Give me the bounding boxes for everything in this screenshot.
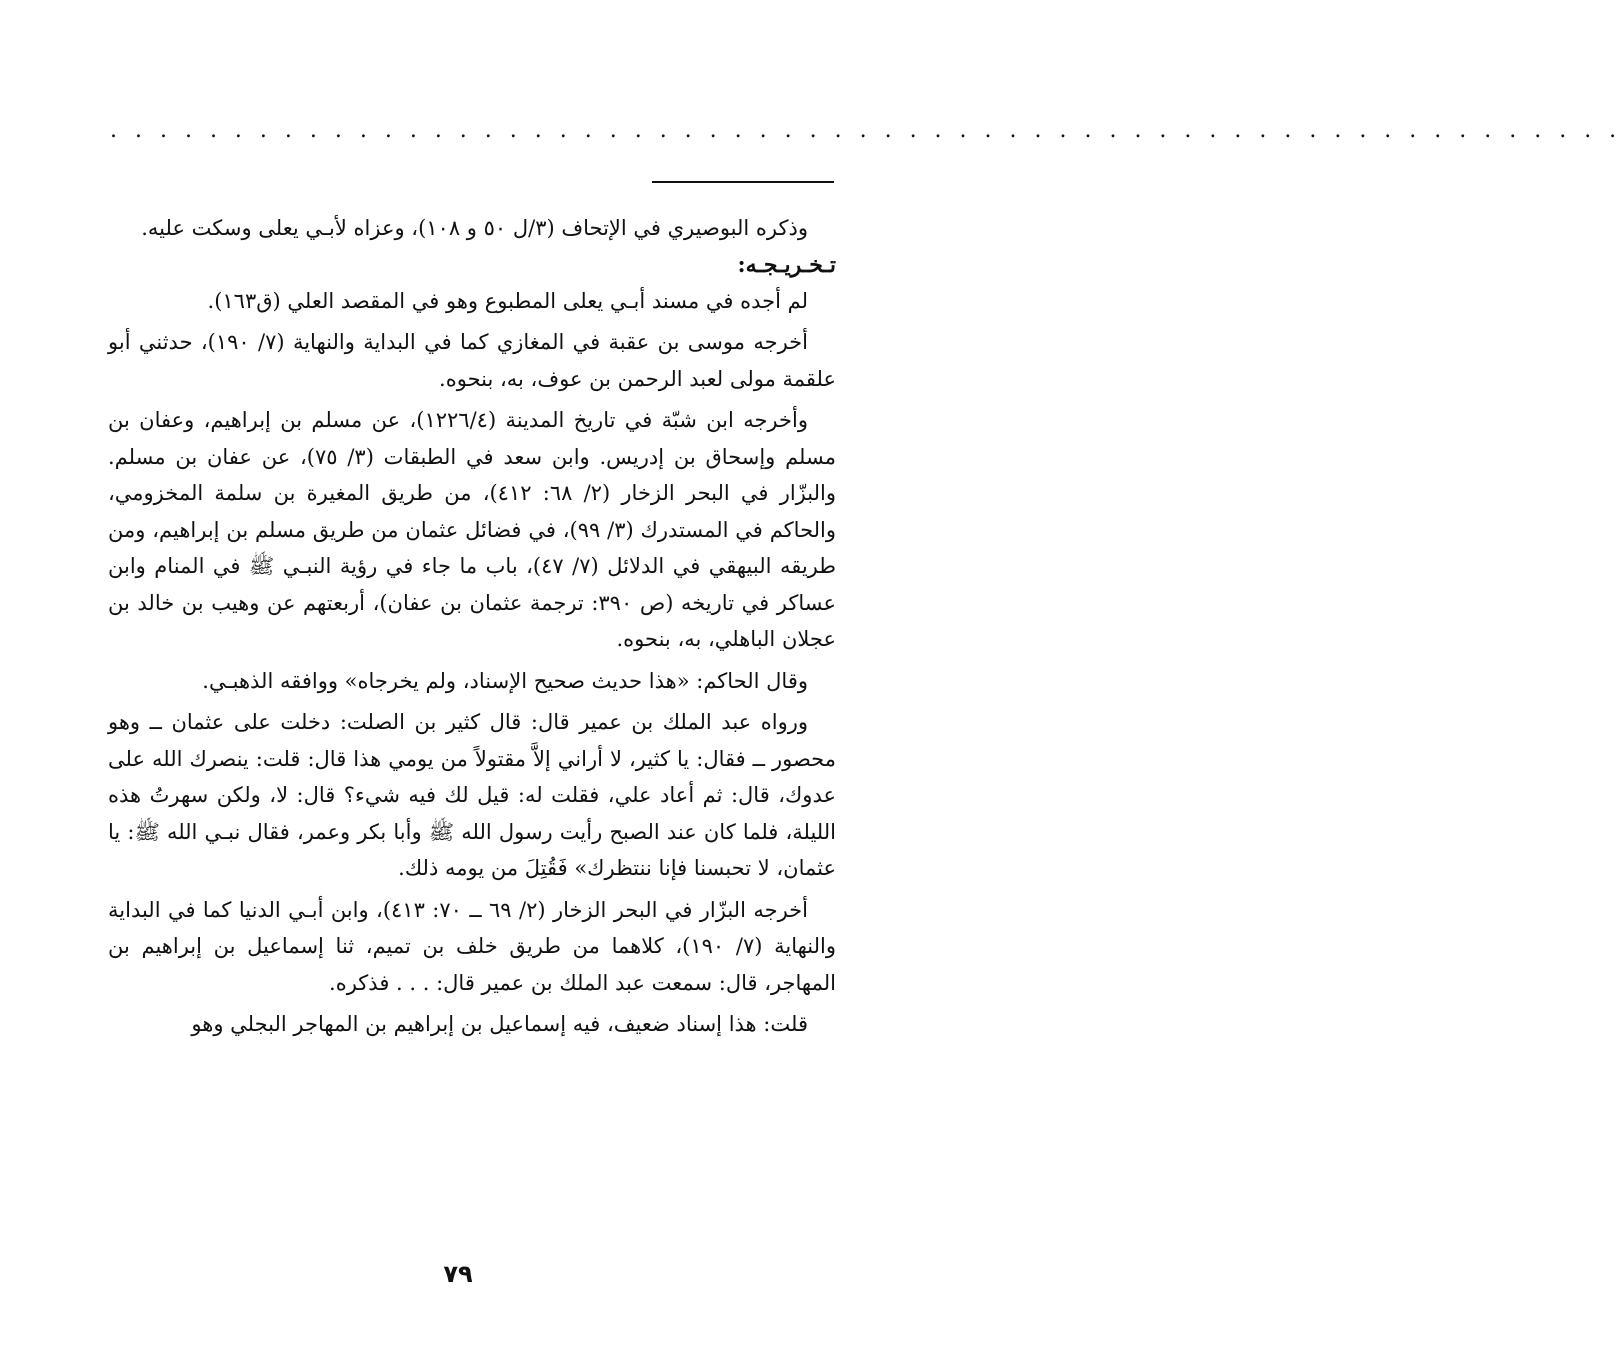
footnote-text: وذكره البوصيري في الإتحاف (٣/ل ٥٠ و ١٠٨)، وعزاه لأبـي يعلى وسكت عليه. [141, 216, 808, 240]
paragraph-4: وقال الحاكم: «هذا حديث صحيح الإسناد، ولم يخرجاه» ووافقه الذهبـي. [202, 668, 808, 693]
page-number: ٧٩ [443, 1260, 473, 1288]
paragraph-2: أخرجه موسى بن عقبة في المغازي كما في البداية والنهاية (٧/ ١٩٠)، حدثني أبو علقمة مولى لعبد الرحمن بن عوف، به، بنحوه. [108, 330, 836, 391]
page-body [108, 210, 836, 1043]
paragraph-7: قلت: هذا إسناد ضعيف، فيه إسماعيل بن إبراهيم بن المهاجر البجلي وهو [191, 1012, 808, 1036]
section-heading: تـخـريـجـه: [737, 251, 836, 278]
paragraph-3: وأخرجه ابن شبّة في تاريخ المدينة (١٢٢٦/٤)، عن مسلم بن إبراهيم، وعفان بن مسلم وإسحاق بن إدريس. وابن سعد في الطبقات (٣/ ٧٥)، عن عفان بن مسلم. والبزّار في البحر الزخار (٢/ ٦٨: ٤١٢)، من طريق المغيرة بن سلمة المخزومي، والحاكم في المستدرك (٣/ ٩٩)، في فضائل عثمان من طريق مسلم بن إبراهيم، ومن طريقه البيهقي في الدلائل (٧/ ٤٧)، باب ما جاء في رؤية النبـي ﷺ في المنام وابن عساكر في تاريخه (ص ٣٩٠: ترجمة عثمان بن عفان)، أربعتهم عن وهيب بن خالد بن عجلان الباهلي، به، بنحوه. [108, 408, 836, 651]
paragraph-6: أخرجه البزّار في البحر الزخار (٢/ ٦٩ ــ ٧٠: ٤١٣)، وابن أبـي الدنيا كما في البداية والنهاية (٧/ ١٩٠)، كلاهما من طريق خلف بن تميم، ثنا إسماعيل بن إبراهيم بن المهاجر، قال: سمعت عبد الملك بن عمير قال: . . . فذكره. [108, 897, 836, 995]
footnote-separator-dots: . . . . . . . . . . . . . . . . . . . . . . . . . . . . . . . . . . . . . . . . . . . . . . . . . . . . . . . . . . . . . [110, 118, 1622, 143]
paragraph-1: لم أجده في مسند أبـي يعلى المطبوع وهو في المقصد العلي (ق١٦٣). [207, 288, 808, 313]
paragraph-5: ورواه عبد الملك بن عمير قال: قال كثير بن الصلت: دخلت على عثمان ــ وهو محصور ــ فقال: يا كثير، لا أراني إلاَّ مقتولاً من يومي هذا قال: قلت: ينصرك الله على عدوك، قال: ثم أعاد علي، فقلت له: قيل لك فيه شيء؟ قال: لا، ولكن سهرتُ هذه الليلة، فلما كان عند الصبح رأيت رسول الله ﷺ وأبا بكر وعمر، فقال نبـي الله ﷺ: يا عثمان، لا تحبسنا فإنا ننتظرك» فَقُتِلَ من يومه ذلك. [108, 710, 836, 880]
footnote-rule [652, 181, 834, 183]
